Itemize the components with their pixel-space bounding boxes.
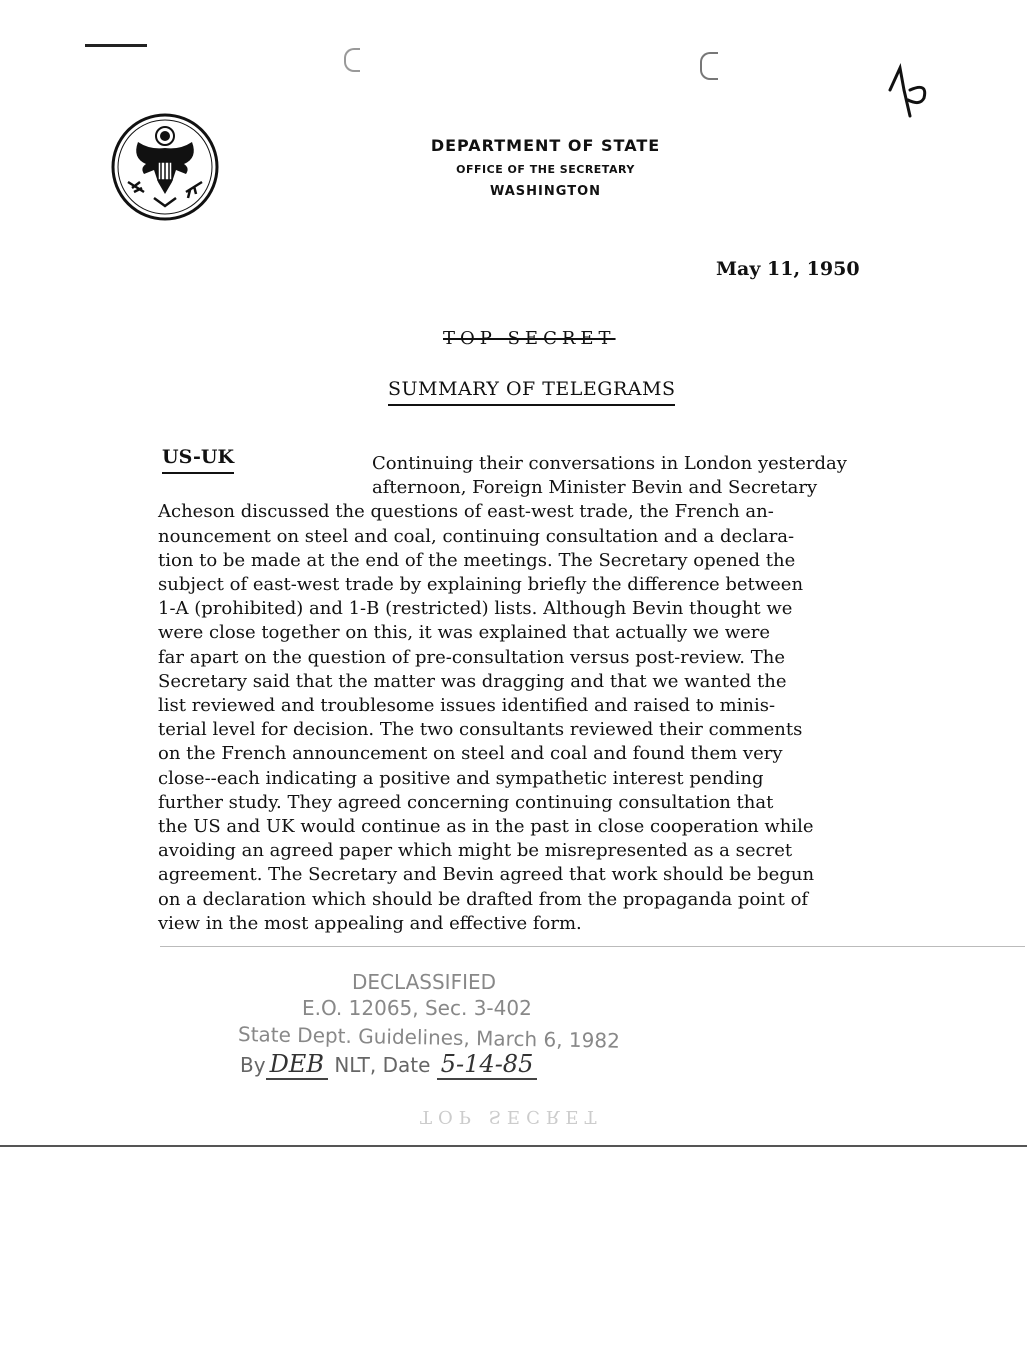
nlt-date-label: NLT, Date [334,1053,431,1077]
reviewer-initials: DEB [269,1050,324,1078]
classification-marking-struck: TOP SECRET [443,328,616,349]
declassified-stamp-title: DECLASSIFIED [352,970,497,994]
punch-hole [700,52,718,80]
body-line: tion to be made at the end of the meetings. The Secretary opened the [158,549,796,571]
pen-dash-mark [85,44,147,47]
body-line: on the French announcement on steel and coal and found them very [158,743,783,765]
page-title: SUMMARY OF TELEGRAMS [388,378,675,406]
declassified-stamp-authority: E.O. 12065, Sec. 3-402 [302,996,532,1020]
body-line: were close together on this, it was explained that actually we were [158,622,771,644]
declassified-stamp-guidelines: State Dept. Guidelines, March 6, 1982 [237,1022,621,1053]
by-label: By [240,1053,266,1077]
body-line: on a declaration which should be drafted from the propaganda point of [158,888,809,910]
section-body [158,452,940,936]
body-line: the US and UK would continue as in the past in close cooperation while [158,816,814,838]
faded-top-secret-stamp: TOP SECRET [420,1106,603,1127]
body-line: avoiding an agreed paper which might be misrepresented as a secret [158,840,793,862]
body-line: far apart on the question of pre-consultation versus post-review. The [158,646,785,668]
letterhead [0,136,1027,199]
handwritten-corner-mark [884,60,944,120]
fold-line [160,946,1025,947]
body-line: afternoon, Foreign Minister Bevin and Secretary [372,477,818,499]
page-bottom-edge [0,1145,1027,1147]
body-line: Secretary said that the matter was dragging and that we wanted the [158,670,787,692]
declassification-date: 5-14-85 [440,1050,534,1078]
letterhead-department: DEPARTMENT OF STATE [430,136,661,155]
letterhead-city: WASHINGTON [489,184,602,199]
section-label: US-UK [162,446,234,474]
body-line: further study. They agreed concerning continuing consultation that [158,791,774,813]
declassified-stamp-signoff [240,1050,537,1080]
body-line: 1-A (prohibited) and 1-B (restricted) lists. Although Bevin thought we [158,598,793,620]
punch-hole [344,48,360,72]
body-line: nouncement on steel and coal, continuing consultation and a declara- [158,525,795,547]
body-line: terial level for decision. The two consultants reviewed their comments [158,719,803,741]
body-line: subject of east-west trade by explaining briefly the difference between [158,574,804,596]
body-line: Continuing their conversations in London yesterday [372,453,847,474]
body-line: agreement. The Secretary and Bevin agreed that work should be begun [158,864,815,886]
document-date: May 11, 1950 [716,258,860,280]
body-line: Acheson discussed the questions of east-west trade, the French an- [158,501,774,523]
letterhead-office: OFFICE OF THE SECRETARY [456,163,635,176]
body-line: view in the most appealing and effective form. [158,912,582,934]
body-line: list reviewed and troublesome issues identified and raised to minis- [158,695,776,717]
body-line: close--each indicating a positive and sympathetic interest pending [158,767,764,789]
